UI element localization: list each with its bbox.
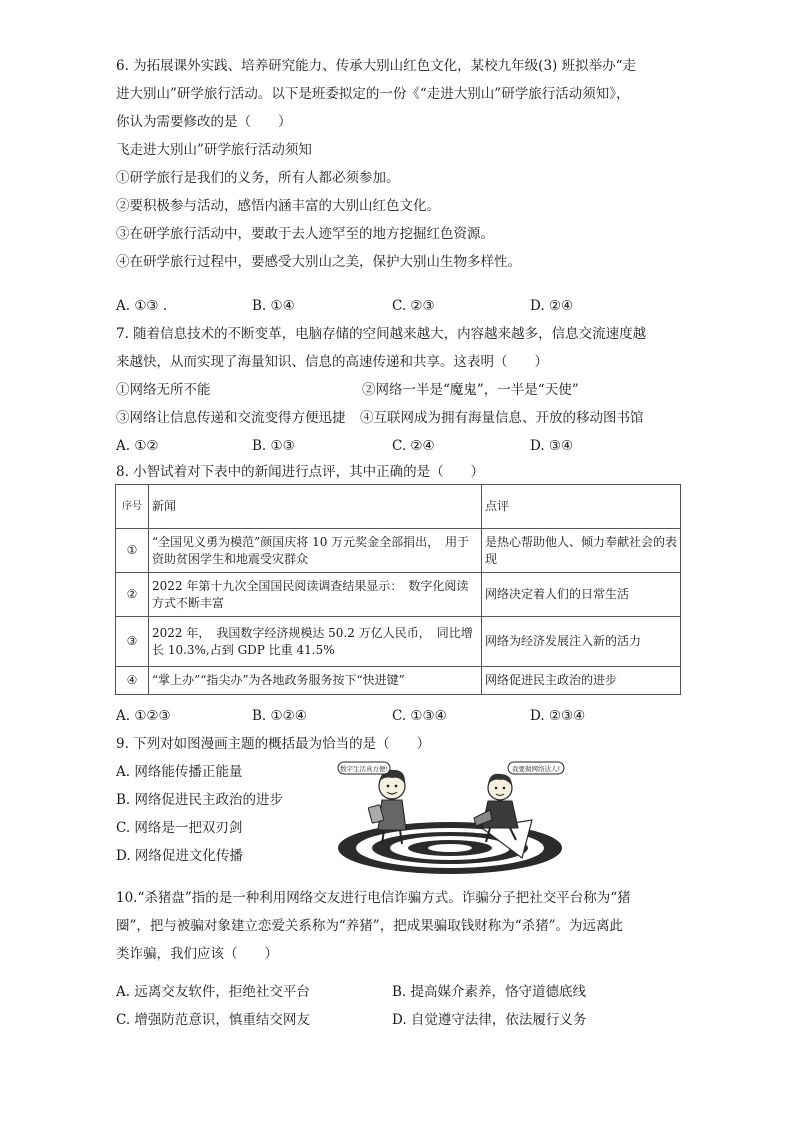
q10-option-d[interactable]: D. 自觉遵守法律，依法履行义务: [392, 1012, 587, 1028]
q8-option-b[interactable]: B. ①②④: [252, 708, 307, 724]
news-table: [115, 484, 681, 695]
row-comment: 是热心帮助他人、倾力奉献社会的表现: [482, 529, 681, 573]
header-comment: 点评: [482, 485, 681, 529]
q10-option-a[interactable]: A. 远离交友软件，拒绝社交平台: [116, 984, 310, 1000]
q10-option-b[interactable]: B. 提高媒介素养，恪守道德底线: [392, 984, 587, 1000]
q7-item-1: ①网络无所不能: [116, 382, 211, 398]
table-row: [116, 573, 681, 617]
q7-item-3: ③网络让信息传递和交流变得方便迅捷: [116, 410, 346, 426]
row-index: ③: [116, 617, 149, 667]
eye-icon: [395, 785, 398, 788]
q6-notice-title: 飞走进大别山”研学旅行活动须知: [116, 142, 312, 158]
q6-item-3: ③在研学旅行活动中，要敢于去人迹罕至的地方挖掘红色资源。: [116, 226, 494, 242]
q6-stem-line-3: 你认为需要修改的是（ ）: [116, 114, 292, 130]
row-index: ①: [116, 529, 149, 573]
eye-icon: [387, 785, 390, 788]
row-comment: 网络决定着人们的日常生活: [482, 573, 681, 617]
row-news: “掌上办”“指尖办”为各地政务服务按下“快进键”: [149, 667, 482, 695]
q9-stem: 9. 下列对如图漫画主题的概括最为恰当的是（ ）: [116, 736, 431, 752]
q9-option-c[interactable]: C. 网络是一把双刃剑: [116, 820, 243, 836]
row-index: ②: [116, 573, 149, 617]
row-news: 2022 年， 我国数字经济规模达 50.2 万亿人民币， 同比增长 10.3%,占到 GDP 比重 41.5%: [149, 617, 482, 667]
q7-stem-line-2: 来越快，从而实现了海量知识、信息的高速传递和共享。这表明（ ）: [116, 354, 548, 370]
cartoon-image: [332, 758, 568, 876]
header-news: 新闻: [149, 485, 482, 529]
q7-item-4: ④互联网成为拥有海量信息、开放的移动图书馆: [360, 410, 644, 426]
table-row: [116, 529, 681, 573]
q6-stem-line-2: 进大别山”研学旅行活动。以下是班委拟定的一份《“走进大别山”研学旅行活动须知》，: [116, 86, 630, 102]
q6-option-d[interactable]: D. ②④: [530, 298, 574, 314]
q9-option-b[interactable]: B. 网络促进民主政治的进步: [116, 792, 284, 808]
row-comment: 网络为经济发展注入新的活力: [482, 617, 681, 667]
eye-icon: [503, 787, 506, 790]
q8-stem: 8. 小智试着对下表中的新闻进行点评，其中正确的是（ ）: [116, 464, 485, 480]
q10-stem-line-2: 圈”，把与被骗对象建立恋爱关系称为“养猪”，把成果骗取钱财称为“杀猪”。为远离此: [116, 918, 624, 934]
table-header-row: [116, 485, 681, 529]
row-index: ④: [116, 667, 149, 695]
q10-option-c[interactable]: C. 增强防范意识，慎重结交网友: [116, 1012, 310, 1028]
q7-item-2: ②网络一半是“魔鬼”，一半是“天使”: [362, 382, 579, 398]
q9-option-a[interactable]: A. 网络能传播正能量: [116, 764, 243, 780]
q7-option-d[interactable]: D. ③④: [530, 438, 574, 454]
q8-option-d[interactable]: D. ②③④: [530, 708, 586, 724]
q7-stem-line-1: 7. 随着信息技术的不断变革，电脑存储的空间越来越大，内容越来越多，信息交流速度越: [116, 326, 647, 342]
row-news: “全国见义勇为模范”颜国庆将 10 万元奖金全部捐出， 用于资助贫困学生和地震受灾群众: [149, 529, 482, 573]
q7-option-a[interactable]: A. ①②: [116, 438, 159, 454]
table-row: [116, 667, 681, 695]
right-bubble-text: 我要做网络达人!: [511, 765, 561, 773]
q8-option-a[interactable]: A. ①②③: [116, 708, 171, 724]
q6-item-4: ④在研学旅行过程中，要感受大别山之美，保护大别山生物多样性。: [116, 254, 521, 270]
left-bubble-text: 数字生活真方便!: [339, 765, 389, 773]
q6-item-2: ②要积极参与活动，感悟内涵丰富的大别山红色文化。: [116, 198, 440, 214]
q6-option-c[interactable]: C. ②③: [392, 298, 435, 314]
q10-stem-line-3: 类诈骗，我们应该（ ）: [116, 946, 278, 962]
q10-stem-line-1: 10.“杀猪盘”指的是一种利用网络交友进行电信诈骗方式。诈骗分子把社交平台称为“猪: [116, 890, 631, 906]
q9-option-d[interactable]: D. 网络促进文化传播: [116, 848, 243, 864]
table-row: [116, 617, 681, 667]
row-comment: 网络促进民主政治的进步: [482, 667, 681, 695]
q7-option-b[interactable]: B. ①③: [252, 438, 295, 454]
q8-option-c[interactable]: C. ①③④: [392, 708, 447, 724]
q6-item-1: ①研学旅行是我们的义务，所有人都必须参加。: [116, 170, 400, 186]
eye-icon: [495, 787, 498, 790]
q7-option-c[interactable]: C. ②④: [392, 438, 435, 454]
row-news: 2022 年第十九次全国国民阅读调查结果显示： 数字化阅读方式不断丰富: [149, 573, 482, 617]
q6-option-a[interactable]: A. ①③ .: [116, 298, 168, 314]
q6-option-b[interactable]: B. ①④: [252, 298, 295, 314]
spiral-ring: [428, 844, 472, 852]
header-index: 序号: [116, 485, 149, 529]
q6-stem-line-1: 6. 为拓展课外实践、培养研究能力、传承大别山红色文化，某校九年级(3) 班拟举办“走: [116, 58, 636, 74]
